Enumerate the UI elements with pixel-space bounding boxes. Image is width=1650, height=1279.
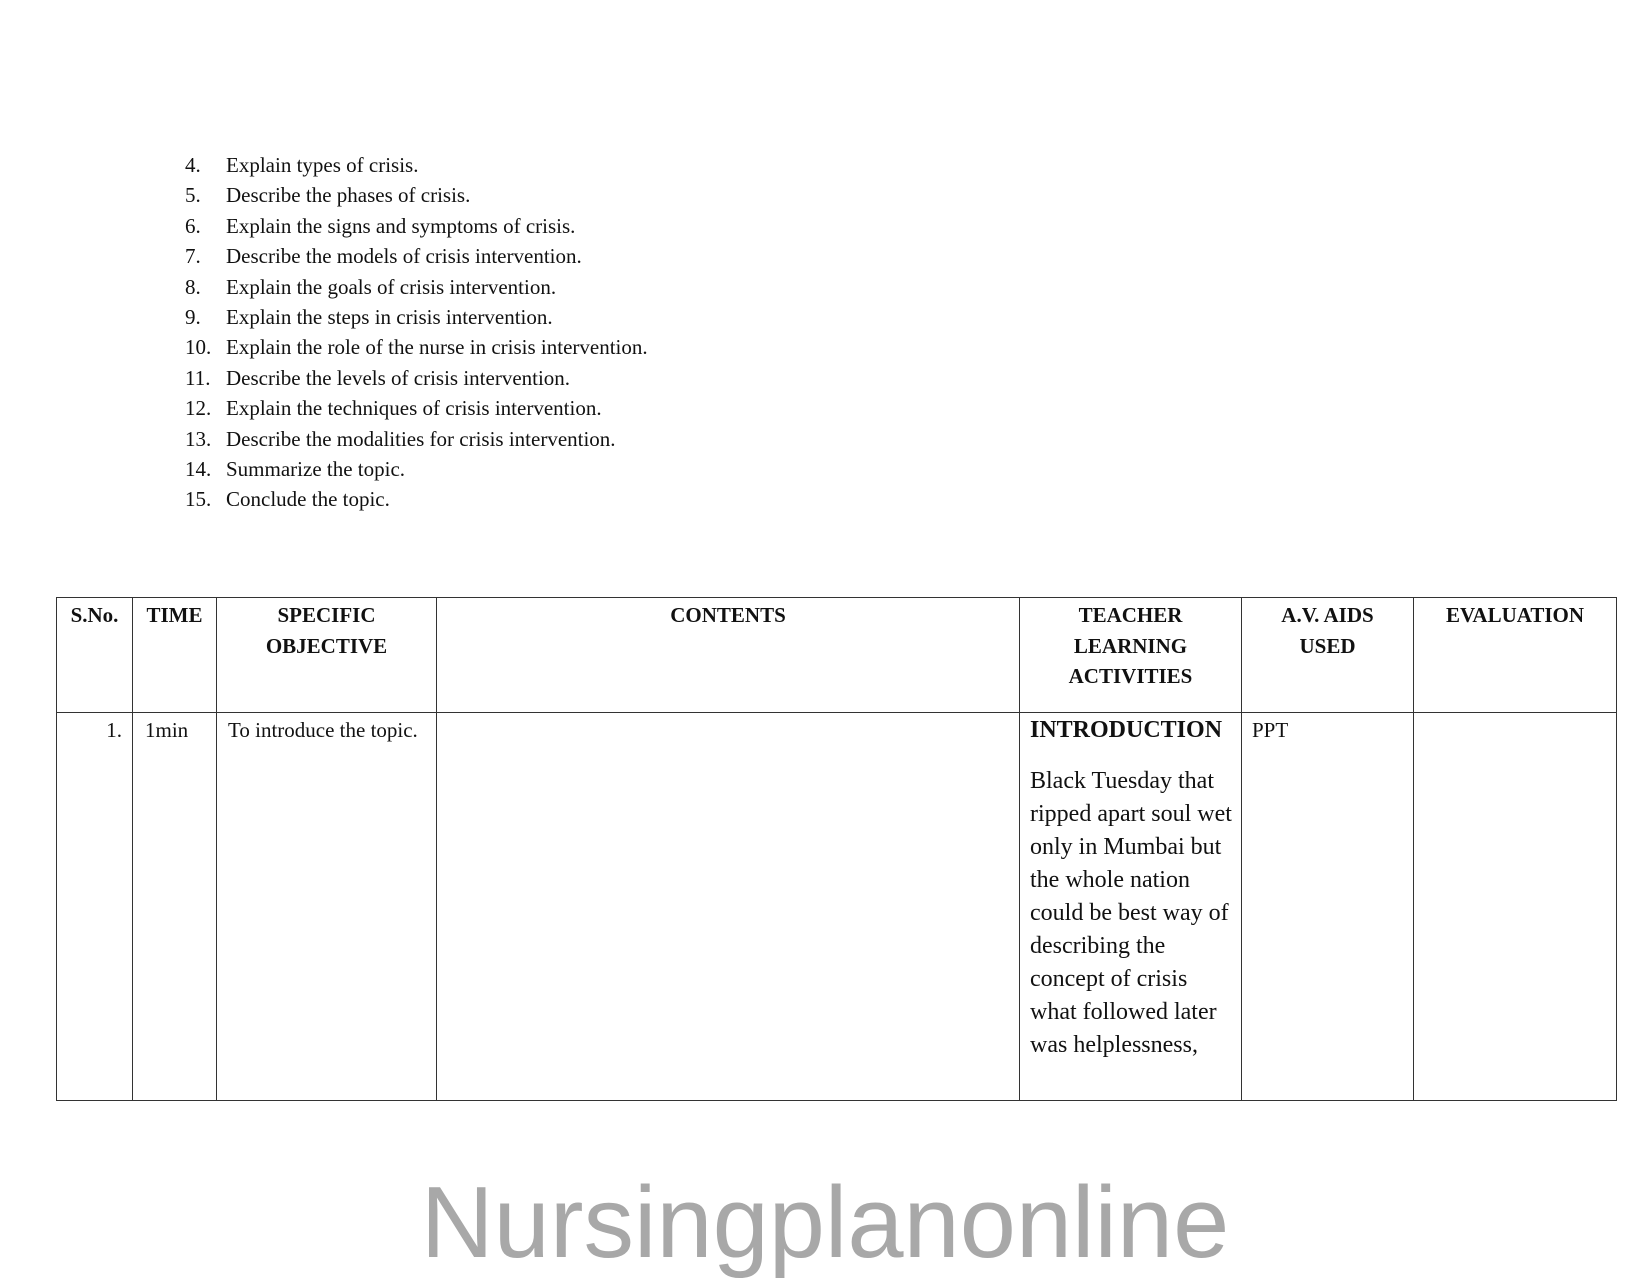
header-specific-objective: SPECIFIC OBJECTIVE <box>217 598 437 713</box>
objective-item: 13. Describe the modalities for crisis intervention. <box>185 426 616 451</box>
cell-contents <box>437 713 1020 1101</box>
header-evaluation: EVALUATION <box>1414 598 1617 713</box>
header-av-aids: A.V. AIDS USED <box>1242 598 1414 713</box>
cell-sno: 1. <box>57 713 133 1101</box>
cell-time: 1min <box>133 713 217 1101</box>
objective-item: 14. Summarize the topic. <box>185 456 406 481</box>
table-row <box>57 713 1617 1101</box>
objective-item: 8. Explain the goals of crisis intervention. <box>185 274 557 299</box>
objective-item: 4. Explain types of crisis. <box>185 153 419 177</box>
objectives-list <box>185 150 648 515</box>
cell-specific-objective: To introduce the topic. <box>217 713 437 1101</box>
header-time: TIME <box>133 598 217 713</box>
objective-item: 5. Describe the phases of crisis. <box>185 183 471 208</box>
header-sno: S.No. <box>57 598 133 713</box>
cell-teacher-learning-activities <box>1020 713 1242 1101</box>
objective-item: 11. Describe the levels of crisis intervention. <box>185 365 571 390</box>
watermark: Nursingplanonline <box>420 1167 1230 1279</box>
lesson-plan-table <box>56 597 1617 1101</box>
objective-item: 7. Describe the models of crisis intervention. <box>185 244 582 269</box>
header-contents: CONTENTS <box>437 598 1020 713</box>
activities-text: Black Tuesday that ripped apart soul wet only in Mumbai but the whole nation could be best way of describing the concept of crisis what followed later was helplessness, <box>1030 768 1232 1058</box>
objective-item: 12. Explain the techniques of crisis intervention. <box>185 396 602 421</box>
objective-item: 9. Explain the steps in crisis intervention. <box>185 304 553 329</box>
table-header-row <box>57 598 1617 713</box>
activities-heading: INTRODUCTION <box>1030 717 1223 743</box>
cell-av-aids: PPT <box>1242 713 1414 1101</box>
objective-item: 10. Explain the role of the nurse in crisis intervention. <box>185 335 648 360</box>
cell-evaluation <box>1414 713 1617 1101</box>
header-teacher-learning-activities: TEACHER LEARNING ACTIVITIES <box>1020 598 1242 713</box>
objective-item: 15. Conclude the topic. <box>185 487 390 512</box>
objective-item: 6. Explain the signs and symptoms of crisis. <box>185 213 576 238</box>
